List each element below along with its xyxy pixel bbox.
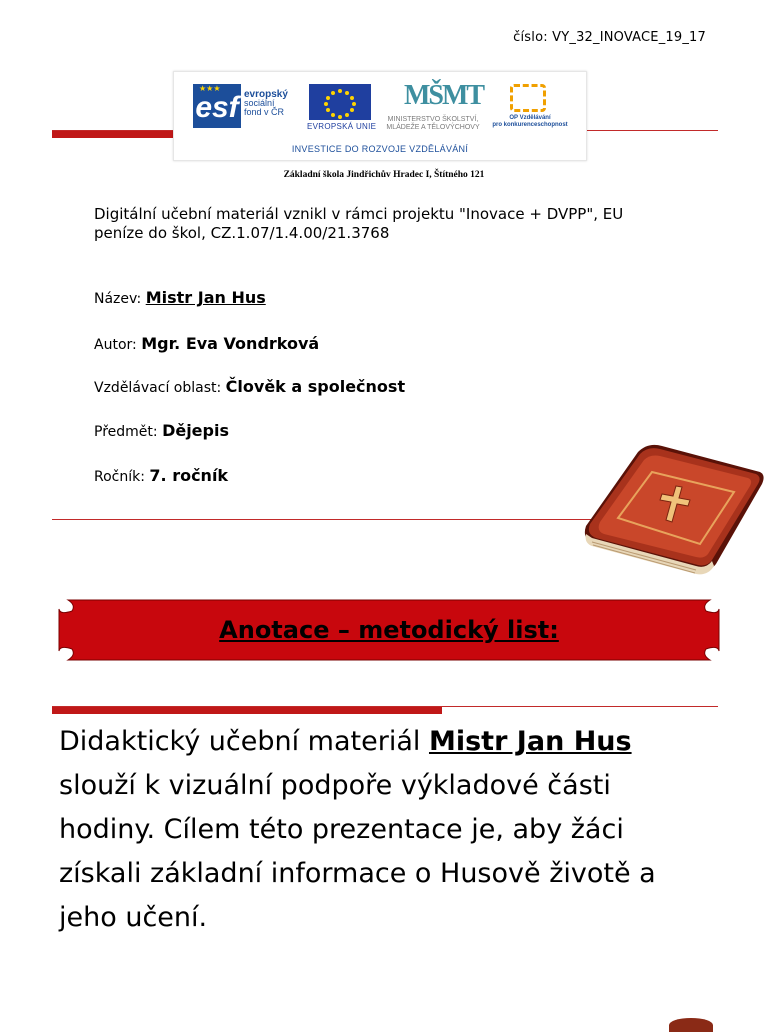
op-vk-logo-icon [510,84,546,112]
meta-area-value: Člověk a společnost [225,377,406,396]
meta-author-label: Autor: [94,337,137,353]
top-accent-bar [52,131,174,138]
msmt-logo-icon: MŠMT [404,80,484,111]
op-caption-line1: OP Vzdělávání [509,115,551,121]
lower-rule [52,706,718,707]
annotation-body [59,720,699,940]
school-name: Základní škola Jindřichův Hradec I, Štítného 121 [283,170,485,180]
meta-area-label: Vzdělávací oblast: [94,380,222,396]
op-caption [492,115,568,129]
op-caption-line2: pro konkurenceschopnost [492,122,568,128]
esf-caption [244,90,288,117]
meta-author-row [94,334,319,353]
esf-caption-line2: sociální [244,98,275,108]
annotation-body-intro: Didaktický učební materiál [59,726,421,757]
meta-title-label: Název: [94,291,142,307]
annotation-body-text: slouží k vizuální podpoře výkladové části hodiny. Cílem této prezentace je, aby žáci získali základní informace o Husově životě a jeho učení. [59,770,656,933]
logo-banner [173,71,587,161]
meta-subject-value: Dějepis [162,421,229,440]
esf-caption-line3: fond v ČR [244,107,285,117]
esf-mark: esf [195,91,239,124]
logo-banner-text: INVESTICE DO ROZVOJE VZDĚLÁVÁNÍ [291,144,469,154]
meta-title-value: Mistr Jan Hus [145,288,266,307]
annotation-heading: Anotace – metodický list: [219,616,559,644]
annotation-body-title: Mistr Jan Hus [428,726,632,757]
meta-subject-label: Předmět: [94,424,158,440]
document-number: číslo: VY_32_INOVACE_19_17 [513,30,706,45]
middle-rule [52,519,597,520]
esf-caption-line1: evropský [244,89,288,100]
meta-subject-row [94,421,229,440]
bible-book-icon [578,438,768,578]
meta-grade-row [94,466,228,485]
esf-stars: ★★★ [199,84,221,93]
corner-decoration [669,1018,713,1032]
msmt-caption-line1: MINISTERSTVO ŠKOLSTVÍ, [387,116,479,123]
eu-caption: EVROPSKÁ UNIE [307,122,377,131]
meta-area-row [94,377,405,396]
msmt-caption [378,116,488,132]
lower-accent-bar [52,707,442,714]
eu-flag-icon [309,84,371,120]
esf-logo-icon [193,84,241,128]
meta-grade-label: Ročník: [94,469,145,485]
meta-title-row [94,288,266,307]
msmt-caption-line2: MLÁDEŽE A TĚLOVÝCHOVY [386,124,480,131]
meta-author-value: Mgr. Eva Vondrková [141,334,320,353]
project-statement: Digitální učební materiál vznikl v rámci projektu "Inovace + DVPP", EU peníze do škol, CZ.1.07/1.4.00/21.3768 [94,205,624,242]
meta-grade-value: 7. ročník [149,466,229,485]
